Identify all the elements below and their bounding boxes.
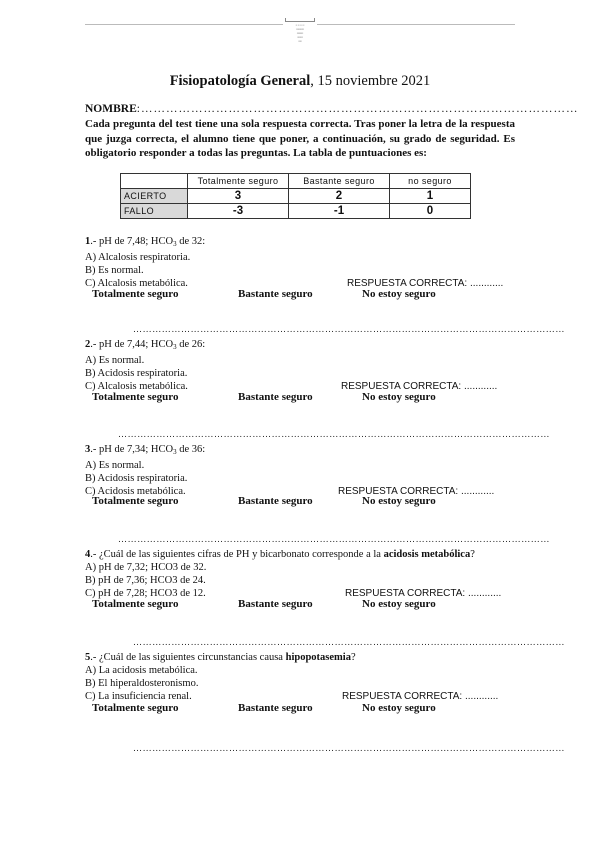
question-5: [85, 651, 525, 703]
confidence-totalmente[interactable]: Totalmente seguro: [92, 391, 179, 403]
name-label: NOMBRE: [85, 103, 137, 115]
option-c[interactable]: C) pH de 7,28; HCO3 de 12.: [85, 588, 206, 599]
question-4: [85, 548, 525, 600]
question-stem: [85, 443, 525, 459]
stem-subscript: 3: [173, 448, 177, 456]
score-table-header-row: [121, 174, 471, 189]
option-a[interactable]: A) Alcalosis respiratoria.: [85, 252, 191, 263]
option-c[interactable]: C) La insuficiencia renal.: [85, 691, 192, 702]
confidence-totalmente[interactable]: Totalmente seguro: [92, 702, 179, 714]
confidence-totalmente[interactable]: Totalmente seguro: [92, 598, 179, 610]
confidence-no-seguro[interactable]: No estoy seguro: [362, 288, 436, 300]
score-cell: -3: [188, 204, 289, 219]
option-b[interactable]: B) Es normal.: [85, 265, 144, 276]
confidence-totalmente[interactable]: Totalmente seguro: [92, 288, 179, 300]
separator-line: ………………………………………………………………………………………………………………………: [133, 324, 565, 334]
score-table-corner: [121, 174, 188, 189]
confidence-no-seguro[interactable]: No estoy seguro: [362, 391, 436, 403]
col-header: Bastante seguro: [289, 174, 390, 189]
confidence-no-seguro[interactable]: No estoy seguro: [362, 598, 436, 610]
confidence-bastante[interactable]: Bastante seguro: [238, 702, 313, 714]
name-field[interactable]: [85, 103, 578, 115]
score-cell: 2: [289, 189, 390, 204]
score-cell: -1: [289, 204, 390, 219]
col-header: Totalmente seguro: [188, 174, 289, 189]
answer-field[interactable]: RESPUESTA CORRECTA: ............: [341, 381, 498, 392]
confidence-bastante[interactable]: Bastante seguro: [238, 391, 313, 403]
col-header: no seguro: [390, 174, 471, 189]
option-b[interactable]: B) El hiperaldosteronismo.: [85, 678, 199, 689]
separator-line: ………………………………………………………………………………………………………………………: [133, 743, 565, 753]
question-number: 1: [85, 236, 91, 247]
option-c[interactable]: C) Alcalosis metabólica.: [85, 278, 188, 289]
course-name: Fisiopatología General: [169, 73, 311, 89]
name-blank: :……………………………………………………………………………………………: [136, 103, 579, 115]
question-stem: [85, 338, 525, 354]
answer-field[interactable]: RESPUESTA CORRECTA: ............: [338, 486, 495, 497]
confidence-totalmente[interactable]: Totalmente seguro: [92, 495, 179, 507]
score-table-row: [121, 204, 471, 219]
instructions: Cada pregunta del test tiene una sola respuesta correcta. Tras poner la letra de la respuesta que juzga correcta, el alumno tiene que poner, a continuación, su grado de seguridad. Es obligatorio responder a todas las preguntas. La tabla de puntuaciones es:: [85, 118, 515, 160]
page-title: [0, 73, 600, 90]
row-header: ACIERTO: [121, 189, 188, 204]
stem-text: .- pH de 7,34; HCO: [90, 444, 174, 455]
stem-text: .- pH de 7,44; HCO: [90, 339, 174, 350]
question-number: 3: [85, 444, 91, 455]
stem-text: .- pH de 7,48; HCO: [90, 236, 174, 247]
score-cell: 0: [390, 204, 471, 219]
separator-line: ………………………………………………………………………………………………………………………: [118, 534, 550, 544]
stem-text: .- ¿Cuál de las siguientes circunstancias causa: [90, 652, 286, 663]
confidence-no-seguro[interactable]: No estoy seguro: [362, 702, 436, 714]
stem-text: de 32:: [176, 236, 206, 247]
option-c[interactable]: C) Alcalosis metabólica.: [85, 381, 188, 392]
separator-line: ………………………………………………………………………………………………………………………: [118, 429, 550, 439]
confidence-bastante[interactable]: Bastante seguro: [238, 495, 313, 507]
confidence-bastante[interactable]: Bastante seguro: [238, 598, 313, 610]
confidence-bastante[interactable]: Bastante seguro: [238, 288, 313, 300]
option-a[interactable]: A) Es normal.: [85, 460, 145, 471]
answer-field[interactable]: RESPUESTA CORRECTA: ............: [345, 588, 502, 599]
option-b[interactable]: B) Acidosis respiratoria.: [85, 368, 188, 379]
exam-date: , 15 noviembre 2021: [310, 73, 431, 89]
score-cell: 3: [188, 189, 289, 204]
question-stem: [85, 548, 525, 561]
question-number: 5: [85, 652, 91, 663]
option-a[interactable]: A) La acidosis metabólica.: [85, 665, 198, 676]
option-b[interactable]: B) Acidosis respiratoria.: [85, 473, 188, 484]
question-3: [85, 443, 525, 498]
confidence-no-seguro[interactable]: No estoy seguro: [362, 495, 436, 507]
option-b[interactable]: B) pH de 7,36; HCO3 de 24.: [85, 575, 206, 586]
stem-text: de 36:: [176, 444, 206, 455]
score-table-row: [121, 189, 471, 204]
question-1: [85, 235, 525, 290]
stem-emphasis: acidosis metabólica: [383, 549, 471, 560]
stem-text: .- ¿Cuál de las siguientes cifras de PH y bicarbonato corresponde a la: [90, 549, 384, 560]
separator-line: ………………………………………………………………………………………………………………………: [133, 637, 565, 647]
stem-text: de 26:: [176, 339, 206, 350]
option-c[interactable]: C) Acidosis metabólica.: [85, 486, 186, 497]
answer-field[interactable]: RESPUESTA CORRECTA: ............: [342, 691, 499, 702]
stem-text: ?: [470, 549, 475, 560]
question-2: [85, 338, 525, 393]
option-a[interactable]: A) Es normal.: [85, 355, 145, 366]
stem-subscript: 3: [173, 343, 177, 351]
stem-subscript: 3: [173, 240, 177, 248]
score-table: [120, 173, 471, 219]
score-cell: 1: [390, 189, 471, 204]
institution-stamp-icon: ▪ ▪ ▪ ▪ ▪ ▪▪▪▪▪▪▪ ▪▪▪▪▪▪ ▪▪▪▪▪ ▪▪▪: [283, 18, 317, 54]
question-number: 2: [85, 339, 91, 350]
question-number: 4: [85, 549, 91, 560]
option-a[interactable]: A) pH de 7,32; HCO3 de 32.: [85, 562, 207, 573]
question-stem: [85, 651, 525, 664]
answer-field[interactable]: RESPUESTA CORRECTA: ............: [347, 278, 504, 289]
question-stem: [85, 235, 525, 251]
row-header: FALLO: [121, 204, 188, 219]
stem-text: ?: [350, 652, 356, 663]
stem-emphasis: hipopotasemia: [285, 652, 351, 663]
